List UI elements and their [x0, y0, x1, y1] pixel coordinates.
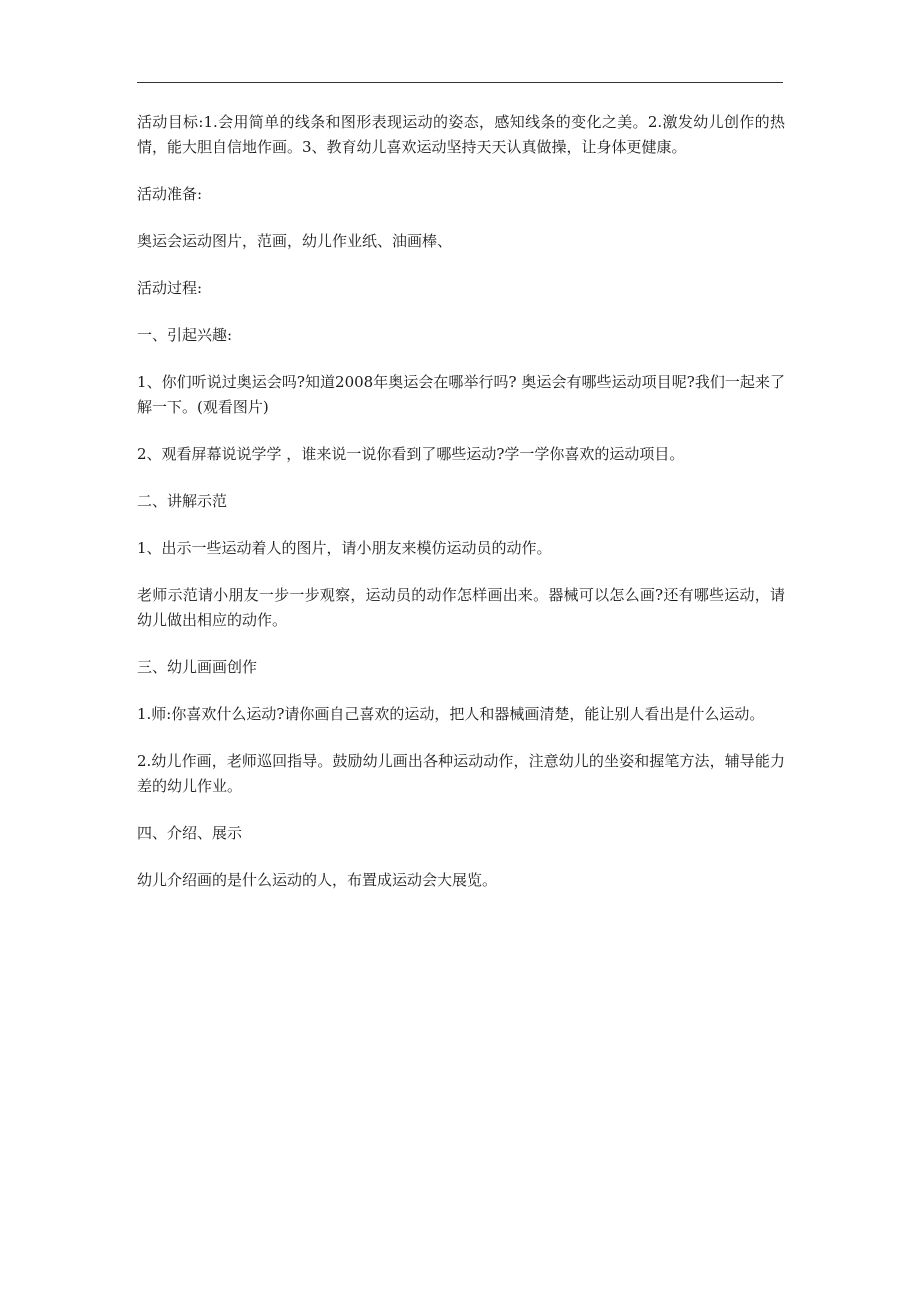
paragraph-process-heading: 活动过程: — [137, 279, 203, 297]
header-rule — [137, 82, 783, 83]
paragraph-step-4-1: 幼儿介绍画的是什么运动的人，布置成运动会大展览。 — [137, 871, 498, 889]
section-heading-1: 一、引起兴趣: — [137, 326, 233, 344]
paragraph-preparation-items: 奥运会运动图片，范画，幼儿作业纸、油画棒、 — [137, 232, 453, 250]
paragraph-step-3-1: 1.师:你喜欢什么运动?请你画自己喜欢的运动，把人和器械画清楚，能让别人看出是什么运动。 — [137, 705, 765, 723]
section-heading-2: 二、讲解示范 — [137, 492, 228, 510]
paragraph-step-3-2: 2.幼儿作画，老师巡回指导。鼓励幼儿画出各种运动动作，注意幼儿的坐姿和握笔方法，辅导能力差的幼儿作业。 — [137, 752, 785, 795]
paragraph-objectives: 活动目标:1.会用简单的线条和图形表现运动的姿态，感知线条的变化之美。2.激发幼儿创作的热情，能大胆自信地作画。3、教育幼儿喜欢运动坚持天天认真做操，让身体更健康。 — [137, 113, 785, 156]
paragraph-step-1-2: 2、观看屏幕说说学学 ，谁来说一说你看到了哪些运动?学一学你喜欢的运动项目。 — [137, 445, 685, 463]
paragraph-step-1-1: 1、你们听说过奥运会吗?知道2008年奥运会在哪举行吗? 奥运会有哪些运动项目呢?我们一起来了解一下。(观看图片) — [137, 373, 785, 416]
paragraph-preparation-heading: 活动准备: — [137, 185, 203, 203]
section-heading-3: 三、幼儿画画创作 — [137, 658, 258, 676]
paragraph-step-2-1: 1、出示一些运动着人的图片，请小朋友来模仿运动员的动作。 — [137, 539, 552, 557]
document-body — [137, 110, 785, 915]
section-heading-4: 四、介绍、展示 — [137, 824, 243, 842]
paragraph-step-2-2: 老师示范请小朋友一步一步观察，运动员的动作怎样画出来。器械可以怎么画?还有哪些运动，请幼儿做出相应的动作。 — [137, 586, 785, 629]
